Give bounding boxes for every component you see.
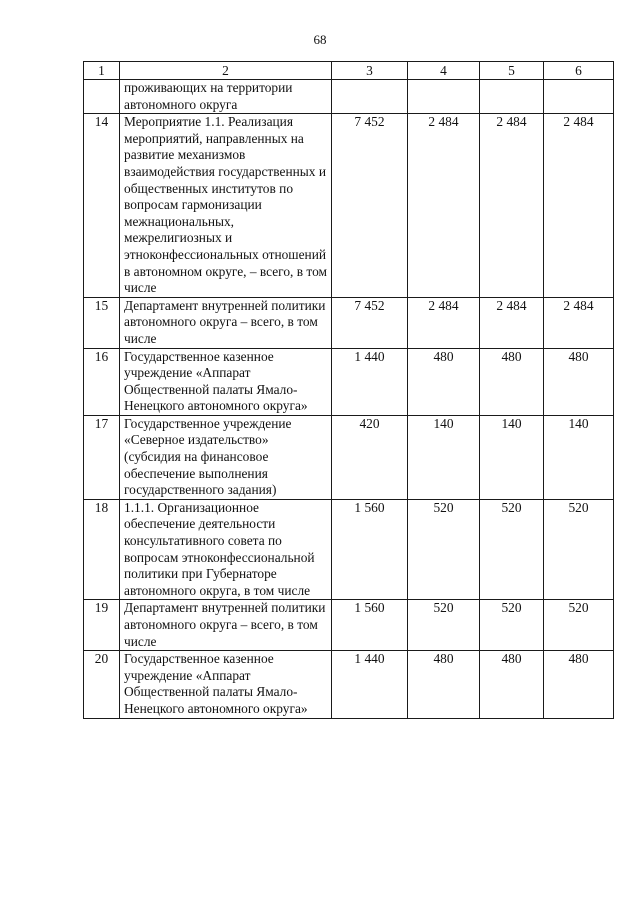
value-col4: 2 484 bbox=[408, 114, 480, 298]
value-col6: 140 bbox=[544, 415, 614, 499]
table-row bbox=[84, 499, 614, 600]
row-number: 14 bbox=[84, 114, 120, 298]
value-col5 bbox=[480, 80, 544, 114]
value-col5: 140 bbox=[480, 415, 544, 499]
row-number: 18 bbox=[84, 499, 120, 600]
column-header: 4 bbox=[408, 62, 480, 80]
value-col3 bbox=[332, 80, 408, 114]
row-number: 16 bbox=[84, 348, 120, 415]
value-col5: 520 bbox=[480, 600, 544, 651]
value-col5: 520 bbox=[480, 499, 544, 600]
value-col3: 7 452 bbox=[332, 297, 408, 348]
row-number: 17 bbox=[84, 415, 120, 499]
value-col3: 7 452 bbox=[332, 114, 408, 298]
value-col6: 520 bbox=[544, 600, 614, 651]
value-col4: 480 bbox=[408, 651, 480, 718]
table-row bbox=[84, 114, 614, 298]
row-description: Департамент внутренней политики автономного округа – всего, в том числе bbox=[120, 297, 332, 348]
table-row bbox=[84, 600, 614, 651]
table-row bbox=[84, 297, 614, 348]
value-col4: 520 bbox=[408, 600, 480, 651]
value-col6: 520 bbox=[544, 499, 614, 600]
column-header: 5 bbox=[480, 62, 544, 80]
value-col3: 1 560 bbox=[332, 499, 408, 600]
value-col5: 2 484 bbox=[480, 114, 544, 298]
value-col6: 480 bbox=[544, 348, 614, 415]
row-number: 20 bbox=[84, 651, 120, 718]
table-header-row bbox=[84, 62, 614, 80]
value-col4 bbox=[408, 80, 480, 114]
table-row bbox=[84, 348, 614, 415]
table-row bbox=[84, 80, 614, 114]
value-col4: 2 484 bbox=[408, 297, 480, 348]
budget-table bbox=[83, 61, 614, 719]
row-number: 19 bbox=[84, 600, 120, 651]
value-col6: 480 bbox=[544, 651, 614, 718]
value-col3: 1 440 bbox=[332, 348, 408, 415]
value-col3: 1 560 bbox=[332, 600, 408, 651]
value-col3: 420 bbox=[332, 415, 408, 499]
row-description: 1.1.1. Организационное обеспечение деятельности консультативного совета по вопросам этноконфессиональной политики при Губернаторе автономного округа, в том числе bbox=[120, 499, 332, 600]
row-description: Государственное казенное учреждение «Аппарат Общественной палаты Ямало-Ненецкого автономного округа» bbox=[120, 348, 332, 415]
value-col4: 140 bbox=[408, 415, 480, 499]
column-header: 1 bbox=[84, 62, 120, 80]
row-number bbox=[84, 80, 120, 114]
row-description: Департамент внутренней политики автономного округа – всего, в том числе bbox=[120, 600, 332, 651]
row-description: проживающих на территории автономного округа bbox=[120, 80, 332, 114]
row-description: Государственное учреждение «Северное издательство» (субсидия на финансовое обеспечение выполнения государственного задания) bbox=[120, 415, 332, 499]
table-row bbox=[84, 651, 614, 718]
value-col6 bbox=[544, 80, 614, 114]
page-number: 68 bbox=[313, 32, 327, 47]
column-header: 6 bbox=[544, 62, 614, 80]
value-col5: 480 bbox=[480, 348, 544, 415]
value-col4: 520 bbox=[408, 499, 480, 600]
table-row bbox=[84, 415, 614, 499]
value-col4: 480 bbox=[408, 348, 480, 415]
row-number: 15 bbox=[84, 297, 120, 348]
value-col6: 2 484 bbox=[544, 114, 614, 298]
value-col5: 480 bbox=[480, 651, 544, 718]
value-col3: 1 440 bbox=[332, 651, 408, 718]
row-description: Государственное казенное учреждение «Аппарат Общественной палаты Ямало-Ненецкого автономного округа» bbox=[120, 651, 332, 718]
value-col6: 2 484 bbox=[544, 297, 614, 348]
row-description: Мероприятие 1.1. Реализация мероприятий, направленных на развитие механизмов взаимодействия государственных и общественных институтов по вопросам гармонизации межнациональных, межрелигиозных и этноконфессиональных отношений в автономном округе, – всего, в том числе bbox=[120, 114, 332, 298]
value-col5: 2 484 bbox=[480, 297, 544, 348]
column-header: 3 bbox=[332, 62, 408, 80]
column-header: 2 bbox=[120, 62, 332, 80]
